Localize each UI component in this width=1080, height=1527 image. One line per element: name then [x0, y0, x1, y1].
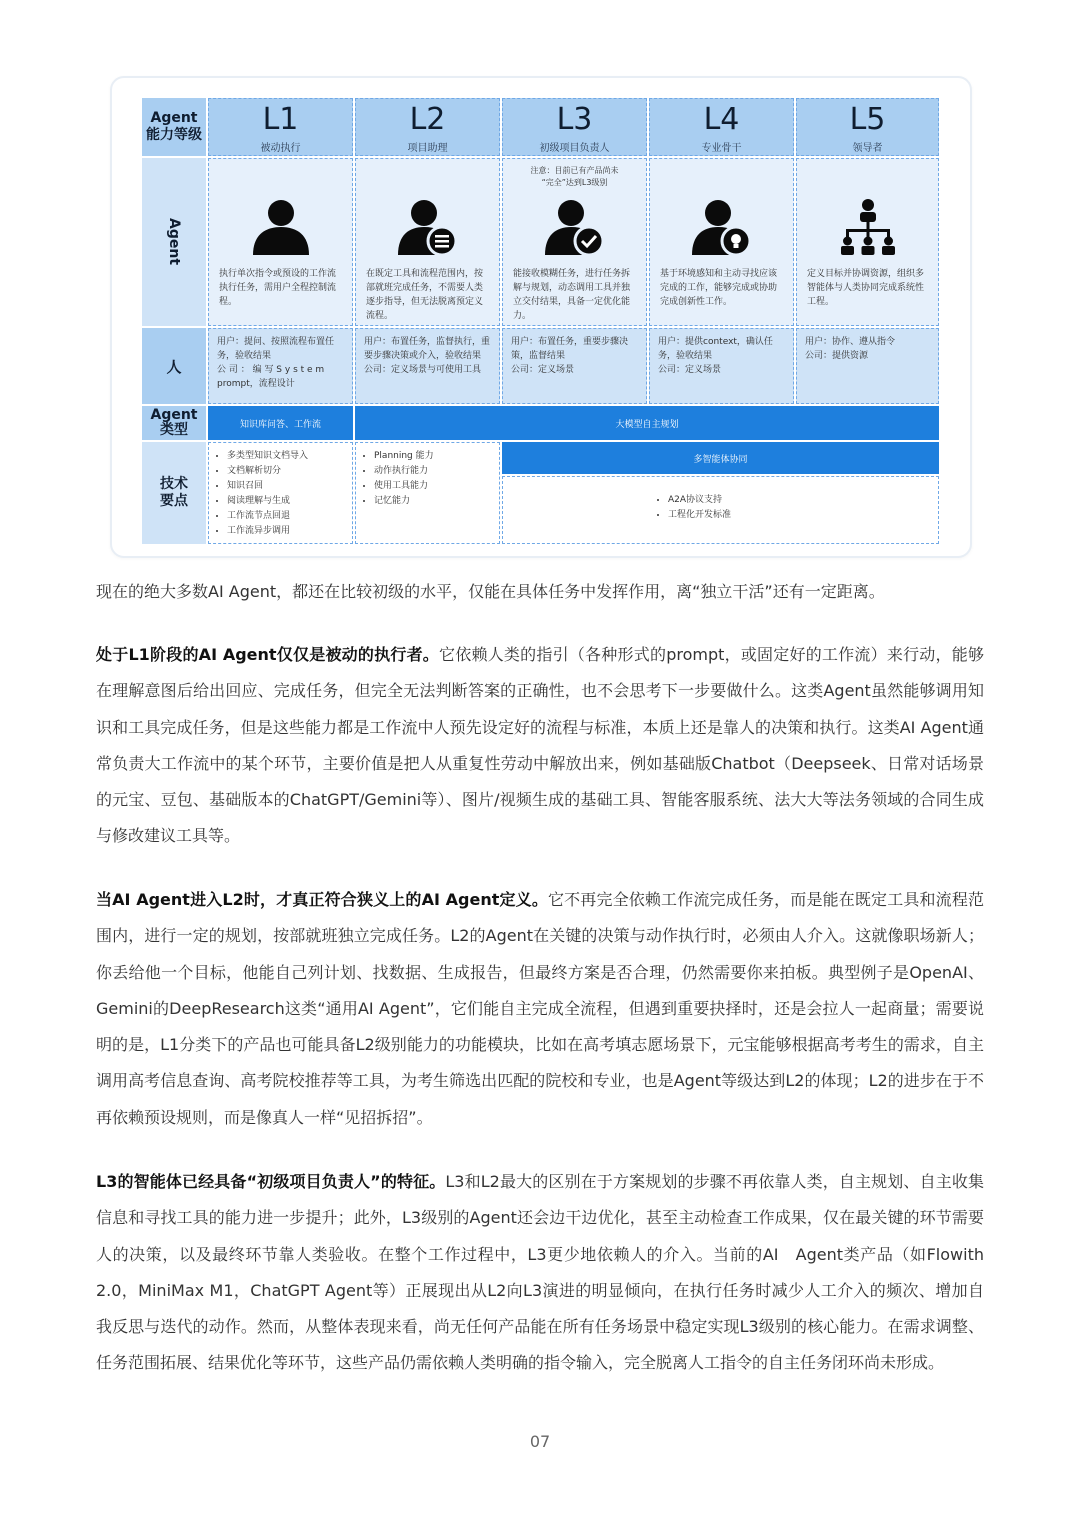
tech-cell-l1	[208, 442, 353, 544]
list-item: • 工作流节点回退	[227, 509, 352, 524]
type-bar-l1: 知识库问答、工作流	[208, 406, 353, 440]
level-code: L3	[556, 102, 593, 137]
agent-description: 定义目标并协调资源，组织多智能体与人类协同完成系统性工程。	[807, 269, 925, 307]
level-title: 初级项目负责人	[539, 143, 610, 154]
tech-list-l3-l5	[503, 477, 938, 523]
tech-cell-l2	[355, 442, 500, 544]
agent-description: 执行单次指令或预设的工作流执行任务，需用户全程控制流程。	[219, 269, 337, 307]
level-title: 被动执行	[260, 143, 301, 154]
paragraph-lead: 处于L1阶段的AI Agent仅仅是被动的执行者。	[96, 645, 440, 664]
agent-description: 在既定工具和流程范围内，按部就班完成任务，不需要人类逐步指导，但无法脱离预定义流程。	[366, 269, 484, 321]
row-label-type: Agent 类型	[142, 406, 206, 440]
human-cell-l1: 用户：提问、按照流程布置任务，验收结果 公 司 ： 编 写 S y s t e m prompt，流程设计	[208, 328, 353, 404]
person-list-icon	[396, 197, 460, 257]
list-item: • A2A协议支持	[668, 493, 938, 508]
tech-cell-l3-l5	[502, 476, 939, 544]
paragraph-body: L3和L2最大的区别在于方案规划的步骤不再依靠人类，自主规划、自主收集信息和寻找工具的能力进一步提升；此外，L3级别的Agent还会边干边优化，甚至主动检查工作成果，仅在最关键的环节需要人的决策，以及最终环节靠人类验收。在整个工作过程中，L3更少地依赖人的介入。当前的AI Agent类产品（如Flowith 2.0，MiniMax M1，ChatGPT Agent等）正展现出从L2向L3演进的明显倾向，在执行任务时减少人工介入的频次、增加自我反思与迭代的动作。然而，从整体表现来看，尚无任何产品能在所有任务场景中稳定实现L3级别的核心能力。在需求调整、任务范围拓展、结果优化等环节，这些产品仍需依赖人类明确的指令输入，完全脱离人工指令的自主任务闭环尚未形成。	[96, 1172, 984, 1373]
level-code: L2	[409, 102, 446, 137]
human-cell-l3: 用户：布置任务，重要步骤决策，监督结果 公司：定义场景	[502, 328, 647, 404]
list-item: • 阅读理解与生成	[227, 494, 352, 509]
org-chart-icon	[836, 197, 900, 257]
list-item: • 记忆能力	[374, 494, 499, 509]
person-icon	[249, 197, 313, 257]
paragraph-l2	[96, 882, 984, 1136]
level-title: 专业骨干	[701, 143, 742, 154]
agent-cell-l2	[355, 158, 500, 326]
paragraph-body: 它不再完全依赖工作流完成任务，而是能在既定工具和流程范围内，进行一定的规划，按部就班独立完成任务。L2的Agent在关键的决策与动作执行时，必须由人介入。这就像职场新人；你丢给他一个目标，他能自己列计划、找数据、生成报告，但最终方案是否合理，仍然需要你来拍板。典型例子是OpenAI、Gemini的DeepResearch这类“通用AI Agent”，它们能自主完成全流程，但遇到重要抉择时，还是会拉人一起商量；需要说明的是，L1分类下的产品也可能具备L2级别能力的功能模块，比如在高考填志愿场景下，元宝能够根据高考考生的需求，自主调用高考信息查询、高考院校推荐等工具，为考生筛选出匹配的院校和专业，也是Agent等级达到L2的体现；L2的进步在于不再依赖预设规则，而是像真人一样“见招拆招”。	[96, 890, 984, 1127]
agent-level-table	[142, 98, 939, 544]
multi-agent-bar: 多智能体协同	[502, 442, 939, 474]
list-item: • Planning 能力	[374, 449, 499, 464]
list-item: • 工程化开发标准	[668, 508, 938, 523]
row-label-tech: 技术 要点	[142, 442, 206, 544]
person-bulb-icon	[690, 197, 754, 257]
agent-description: 基于环境感知和主动寻找应该完成的工作，能够完成或协助完成创新性工作。	[660, 269, 778, 307]
level-code: L5	[849, 102, 886, 137]
level-header-l2	[355, 98, 500, 156]
level-code: L4	[703, 102, 740, 137]
list-item: • 多类型知识文档导入	[227, 449, 352, 464]
human-cell-l4: 用户：提供context，确认任务，验收结果 公司：定义场景	[649, 328, 794, 404]
agent-description: 能接收模糊任务，进行任务拆解与规划，动态调用工具并独立交付结果，具备一定优化能力。	[513, 269, 631, 321]
level-header-l5	[796, 98, 939, 156]
paragraph-lead: 当AI Agent进入L2时，才真正符合狭义上的AI Agent定义。	[96, 890, 548, 909]
list-item: • 文档解析切分	[227, 464, 352, 479]
paragraph-l1	[96, 637, 984, 855]
level-note: 注意：目前已有产品尚未 “完全”达到L3级别	[530, 166, 619, 187]
row-label-human: 人	[142, 328, 206, 404]
row-label-agent	[142, 158, 206, 326]
person-check-icon	[543, 197, 607, 257]
list-item: • 使用工具能力	[374, 479, 499, 494]
paragraph-l3	[96, 1164, 984, 1382]
level-title: 项目助理	[407, 143, 448, 154]
agent-cell-l3	[502, 158, 647, 326]
list-item: • 知识召回	[227, 479, 352, 494]
agent-cell-l4	[649, 158, 794, 326]
level-header-l1	[208, 98, 353, 156]
type-bar-l2-l5: 大模型自主规划	[355, 406, 939, 440]
tech-list-l2	[356, 443, 499, 509]
level-code: L1	[262, 102, 299, 137]
agent-cell-l1	[208, 158, 353, 326]
row-label-text: Agent	[166, 218, 182, 266]
corner-label: Agent 能力等级	[142, 98, 206, 156]
paragraph-lead: L3的智能体已经具备“初级项目负责人”的特征。	[96, 1172, 446, 1191]
tech-list-l1	[209, 443, 352, 539]
human-cell-l5: 用户：协作、遵从指令 公司：提供资源	[796, 328, 939, 404]
level-header-l4	[649, 98, 794, 156]
level-title: 领导者	[852, 143, 883, 154]
human-cell-l2: 用户：布置任务，监督执行，重要步骤决策或介入，验收结果 公司：定义场景与可使用工具	[355, 328, 500, 404]
level-header-l3	[502, 98, 647, 156]
list-item: • 工作流异步调用	[227, 524, 352, 539]
paragraph-body: 它依赖人类的指引（各种形式的prompt，或固定好的工作流）来行动，能够在理解意图后给出回应、完成任务，但完全无法判断答案的正确性，也不会思考下一步要做什么。这类Agent虽然能够调用知识和工具完成任务，但是这些能力都是工作流中人预先设定好的流程与标准，本质上还是靠人的决策和执行。这类AI Agent通常负责大工作流中的某个环节，主要价值是把人从重复性劳动中解放出来，例如基础版Chatbot（Deepseek、日常对话场景的元宝、豆包、基础版本的ChatGPT/Gemini等）、图片/视频生成的基础工具、智能客服系统、法大大等法务领域的合同生成与修改建议工具等。	[96, 645, 984, 846]
intro-paragraph: 现在的绝大多数AI Agent，都还在比较初级的水平，仅能在具体任务中发挥作用，离“独立干活”还有一定距离。	[96, 582, 885, 601]
agent-cell-l5	[796, 158, 939, 326]
page-number: 07	[529, 1432, 551, 1451]
list-item: • 动作执行能力	[374, 464, 499, 479]
